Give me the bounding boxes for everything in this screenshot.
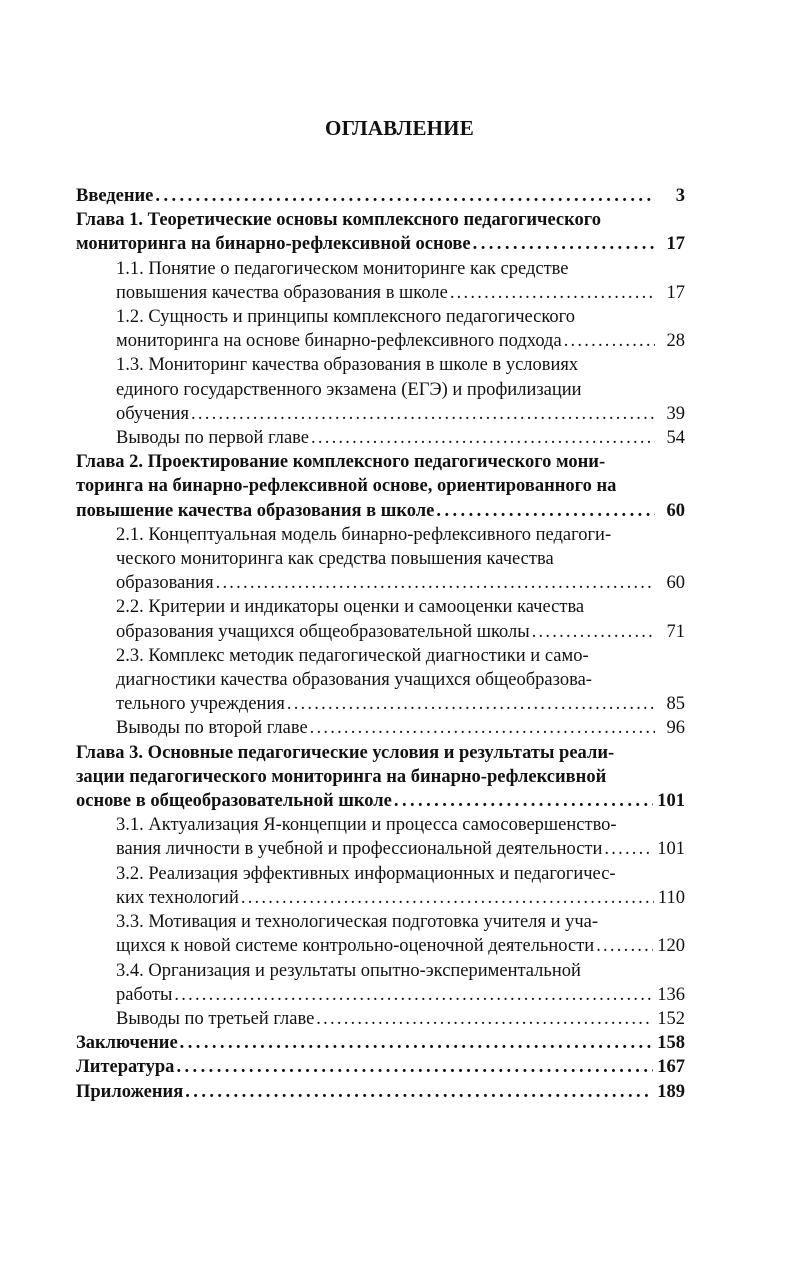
toc-entry-text-line: основе в общеобразовательной школе [76, 791, 392, 812]
toc-page-number: 110 [657, 887, 685, 908]
toc-entry-text-line: 3.4. Организация и результаты опытно-экспериментальной [116, 960, 581, 981]
toc-entry-text-line: повышение качества образования в школе [76, 500, 435, 521]
toc-entry-text-line: Приложения [76, 1081, 184, 1102]
toc-section-entry[interactable] [76, 716, 685, 740]
toc-page-number: 96 [666, 718, 685, 739]
dot-leader [394, 789, 653, 813]
toc-entry-text-line: Глава 3. Основные педагогические условия и результаты реали- [76, 742, 615, 763]
toc-entry-text-line: Заключение [76, 1033, 178, 1054]
toc-entry-text-line: зации педагогического мониторинга на бинарно-рефлексивной [76, 766, 607, 787]
dot-leader [180, 1031, 654, 1055]
toc-section-entry[interactable] [76, 426, 685, 450]
toc-entry-text-line: единого государственного экзамена (ЕГЭ) и профилизации [116, 379, 582, 400]
toc-section-entry[interactable] [76, 595, 685, 643]
toc-chapter-entry[interactable] [76, 1031, 685, 1055]
toc-chapter-entry[interactable] [76, 450, 685, 523]
toc-entry-text-line: повышения качества образования в школе [116, 282, 448, 303]
toc-entry-text-line: Выводы по первой главе [116, 428, 310, 449]
toc-section-entry[interactable] [76, 644, 685, 717]
dot-leader [450, 281, 655, 305]
dot-leader [155, 184, 655, 208]
toc-page-number: 60 [666, 500, 685, 521]
toc-page-number: 71 [666, 621, 685, 642]
toc-page-number: 120 [657, 936, 685, 957]
dot-leader [473, 232, 655, 256]
table-of-contents [76, 184, 685, 1104]
toc-chapter-entry[interactable] [76, 184, 685, 208]
toc-entry-text-line: Выводы по второй главе [116, 718, 308, 739]
toc-entry-text-line: 3.1. Актуализация Я-концепции и процесса самосовершенство- [116, 815, 617, 836]
toc-chapter-entry[interactable] [76, 1080, 685, 1104]
toc-entry-text-line: обучения [116, 403, 190, 424]
page-title: ОГЛАВЛЕНИЕ [325, 116, 474, 140]
dot-leader [176, 1055, 653, 1079]
toc-section-entry[interactable] [76, 353, 685, 426]
toc-entry-text-line: ких технологий [116, 887, 239, 908]
toc-entry-text-line: образования учащихся общеобразовательной школы [116, 621, 530, 642]
toc-page-number: 54 [666, 428, 685, 449]
toc-chapter-entry[interactable] [76, 741, 685, 814]
dot-leader [174, 983, 653, 1007]
toc-entry-text-line: 2.1. Концептуальная модель бинарно-рефлексивного педагоги- [116, 524, 612, 545]
toc-entry-text-line: образования [116, 573, 214, 594]
dot-leader [185, 1080, 653, 1104]
dot-leader [310, 716, 655, 740]
toc-page-number: 17 [666, 234, 685, 255]
toc-entry-text-line: 2.3. Комплекс методик педагогической диагностики и само- [116, 645, 589, 666]
toc-page-number: 136 [657, 984, 685, 1005]
dot-leader [532, 620, 655, 644]
dot-leader [216, 571, 655, 595]
toc-page-number: 152 [657, 1008, 685, 1029]
toc-page-number: 3 [675, 186, 685, 206]
toc-page-number: 60 [666, 573, 685, 594]
toc-entry-text-line: мониторинга на основе бинарно-рефлексивного подхода [116, 331, 562, 352]
toc-page-number: 158 [657, 1033, 685, 1054]
toc-page-number: 189 [657, 1081, 685, 1102]
toc-entry-text-line: 1.3. Мониторинг качества образования в школе в условиях [116, 355, 579, 376]
toc-section-entry[interactable] [76, 910, 685, 958]
toc-section-entry[interactable] [76, 813, 685, 861]
toc-page-number: 85 [666, 694, 685, 715]
toc-entry-text-line: Глава 1. Теоретические основы комплексного педагогического [76, 210, 601, 231]
toc-entry-text-line: ческого мониторинга как средства повышения качества [116, 549, 554, 570]
toc-entry-text-line: диагностики качества образования учащихся общеобразова- [116, 670, 592, 691]
toc-entry-text-line: вания личности в учебной и профессиональной деятельности [116, 839, 603, 860]
toc-page-number: 28 [666, 331, 685, 352]
toc-entry-text-line: мониторинга на бинарно-рефлексивной основе [76, 234, 471, 255]
toc-entry-text-line: Выводы по третьей главе [116, 1008, 315, 1029]
toc-entry-text-line: 3.3. Мотивация и технологическая подготовка учителя и уча- [116, 912, 599, 933]
toc-page-number: 39 [666, 403, 685, 424]
toc-section-entry[interactable] [76, 523, 685, 596]
dot-leader [604, 837, 653, 861]
toc-chapter-entry[interactable] [76, 1055, 685, 1079]
toc-entry-text-line: 1.1. Понятие о педагогическом мониторинге как средстве [116, 258, 569, 279]
dot-leader [241, 886, 654, 910]
toc-entry-text-line: торинга на бинарно-рефлексивной основе, ориентированного на [76, 476, 617, 497]
toc-section-entry[interactable] [76, 305, 685, 353]
toc-page-number: 101 [657, 791, 685, 812]
dot-leader [436, 499, 655, 523]
toc-page-number: 17 [666, 282, 685, 303]
toc-entry-text-line: Введение [76, 186, 154, 206]
dot-leader [287, 692, 655, 716]
dot-leader [564, 329, 655, 353]
toc-entry-text-line: работы [116, 984, 173, 1005]
toc-entry-text-line: 3.2. Реализация эффективных информационных и педагогичес- [116, 863, 616, 884]
dot-leader [596, 934, 653, 958]
dot-leader [316, 1007, 653, 1031]
toc-entry-text-line: 1.2. Сущность и принципы комплексного педагогического [116, 307, 576, 328]
toc-section-entry[interactable] [76, 862, 685, 910]
toc-page-number: 101 [657, 839, 685, 860]
toc-section-entry[interactable] [76, 1007, 685, 1031]
toc-entry-text-line: Литература [76, 1057, 175, 1078]
toc-chapter-entry[interactable] [76, 208, 685, 256]
toc-entry-text-line: 2.2. Критерии и индикаторы оценки и самооценки качества [116, 597, 585, 618]
toc-page-number: 167 [657, 1057, 685, 1078]
dot-leader [191, 402, 655, 426]
toc-entry-text-line: тельного учреждения [116, 694, 285, 715]
toc-entry-text-line: Глава 2. Проектирование комплексного педагогического мони- [76, 452, 606, 473]
toc-section-entry[interactable] [76, 257, 685, 305]
toc-entry-text-line: щихся к новой системе контрольно-оценочной деятельности [116, 936, 595, 957]
toc-section-entry[interactable] [76, 959, 685, 1007]
dot-leader [311, 426, 655, 450]
